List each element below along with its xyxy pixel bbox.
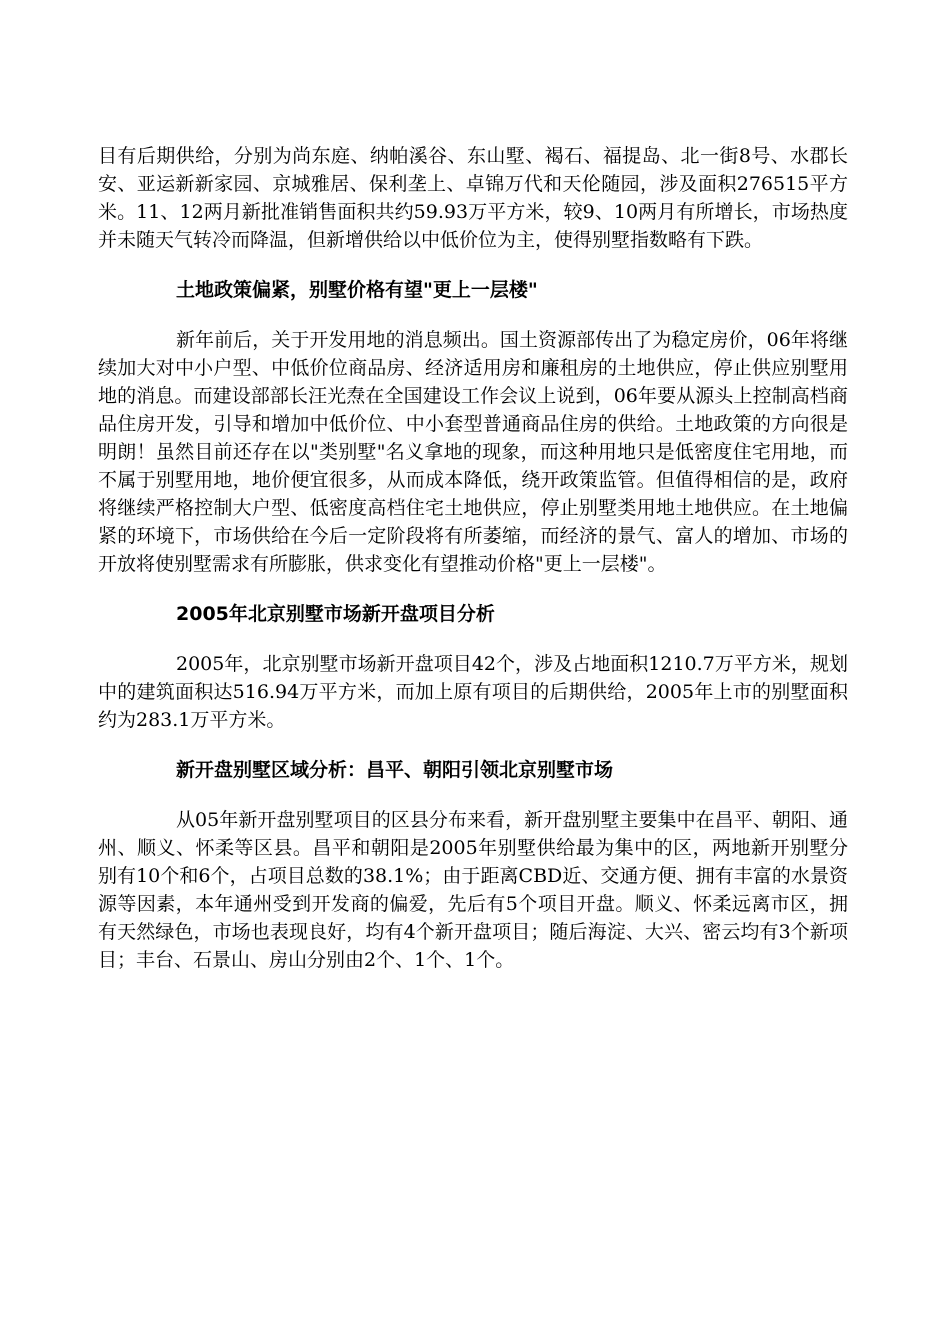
analysis-2005-paragraph: 2005年，北京别墅市场新开盘项目42个，涉及占地面积1210.7万平方米，规划中的建筑面积达516.94万平方米，而加上原有项目的后期供给，2005年上市的别墅面积约为283.1万平方米。 (98, 653, 848, 731)
land-policy-heading: 土地政策偏紧，别墅价格有望"更上一层楼" (176, 279, 538, 301)
analysis-2005-heading: 2005年北京别墅市场新开盘项目分析 (176, 603, 495, 625)
region-analysis-paragraph: 从05年新开盘别墅项目的区县分布来看，新开盘别墅主要集中在昌平、朝阳、通州、顺义、怀柔等区县。昌平和朝阳是2005年别墅供给最为集中的区，两地新开别墅分别有10个和6个，占项目总数的38.1%；由于距离CBD近、交通方便、拥有丰富的水景资源等因素，本年通州受到开发商的偏爱，先后有5个项目开盘。顺义、怀柔远离市区，拥有天然绿色，市场也表现良好，均有4个新开盘项目；随后海淀、大兴、密云均有3个新项目；丰台、石景山、房山分别由2个、1个、1个。 (98, 809, 848, 971)
region-analysis-heading: 新开盘别墅区域分析：昌平、朝阳引领北京别墅市场 (176, 759, 614, 781)
document-page (98, 142, 848, 974)
land-policy-paragraph: 新年前后，关于开发用地的消息频出。国土资源部传出了为稳定房价，06年将继续加大对中小户型、中低价位商品房、经济适用房和廉租房的土地供应，停止供应别墅用地的消息。而建设部部长汪光焘在全国建设工作会议上说到，06年要从源头上控制高档商品住房开发，引导和增加中低价位、中小套型普通商品住房的供给。土地政策的方向很是明朗！虽然目前还存在以"类别墅"名义拿地的现象，而这种用地只是低密度住宅用地，而不属于别墅用地，地价便宜很多，从而成本降低，绕开政策监管。但值得相信的是，政府将继续严格控制大户型、低密度高档住宅土地供应，停止别墅类用地土地供应。在土地偏紧的环境下，市场供给在今后一定阶段将有所萎缩，而经济的景气、富人的增加、市场的开放将使别墅需求有所膨胀，供求变化有望推动价格"更上一层楼"。 (98, 329, 848, 575)
intro-paragraph: 目有后期供给，分别为尚东庭、纳帕溪谷、东山墅、褐石、福提岛、北一街8号、水郡长安、亚运新新家园、京城雅居、保利垄上、卓锦万代和天伦随园，涉及面积276515平方米。11、12两月新批准销售面积共约59.93万平方米，较9、10两月有所增长，市场热度并未随天气转冷而降温，但新增供给以中低价位为主，使得别墅指数略有下跌。 (98, 145, 848, 251)
